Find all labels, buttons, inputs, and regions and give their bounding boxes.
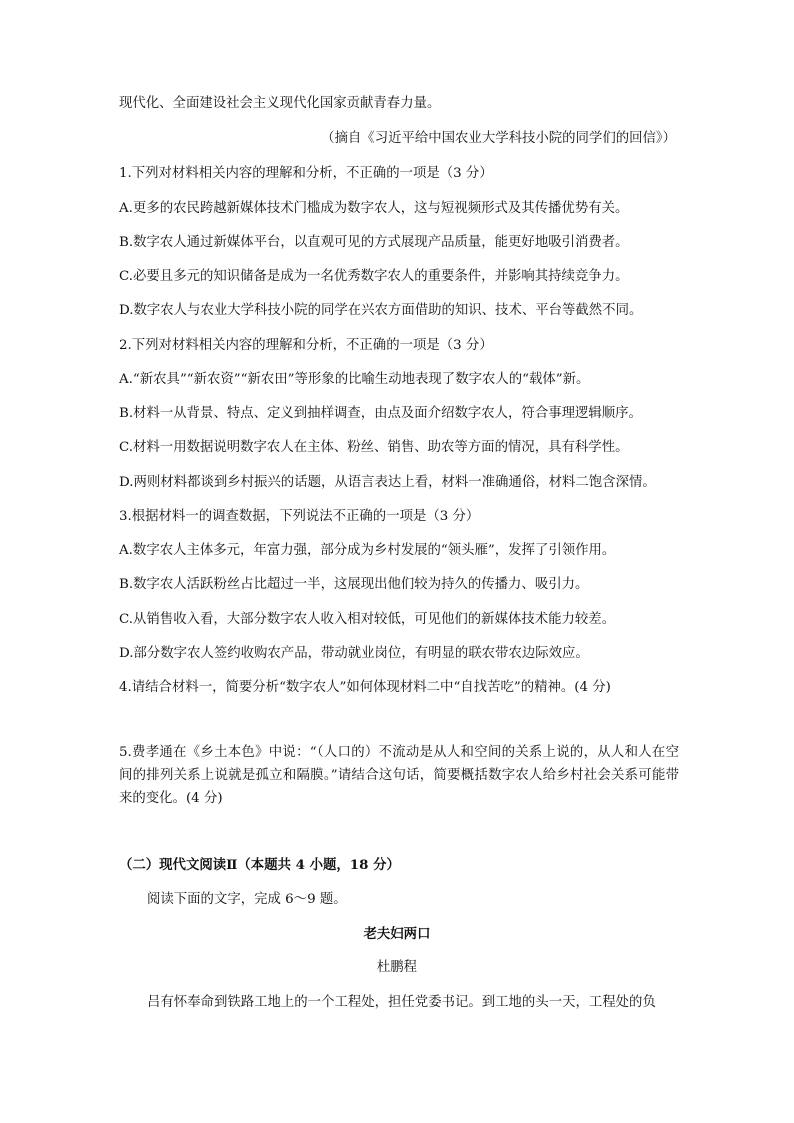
question-2: 2.下列对材料相关内容的理解和分析，不正确的一项是（3 分）: [119, 338, 493, 353]
option-3a: A.数字农人主体多元，年富力强，部分成为乡村发展的“领头雁”，发挥了引领作用。: [119, 543, 616, 558]
option-3d: D.部分数字农人签约收购农产品，带动就业岗位，有明显的联农带农边际效应。: [119, 646, 589, 661]
question-5: 5.费孝通在《乡土本色》中说：“（人口的）不流动是从人和空间的关系上说的，从人和人在空间的排列关系上说就是孤立和隔膜。”请结合这句话，简要概括数字农人给乡村社会关系可能带来的变化。(4 分): [119, 745, 679, 806]
source-citation: （摘自《习近平给中国农业大学科技小院的同学们的回信》）: [321, 131, 676, 146]
option-3c: C.从销售收入看，大部分数字农人收入相对较低，可见他们的新媒体技术能力较差。: [119, 612, 616, 627]
question-4: 4.请结合材料一，简要分析“数字农人”如何体现材料二中“自找苦吃”的精神。(4 分): [119, 680, 611, 695]
story-title: 老夫妇两口: [363, 926, 431, 942]
question-1: 1.下列对材料相关内容的理解和分析，不正确的一项是（3 分）: [119, 166, 493, 181]
option-1b: B.数字农人通过新媒体平台，以直观可见的方式展现产品质量，能更好地吸引消费者。: [119, 235, 629, 250]
section-heading: （二）现代文阅读Ⅱ（本题共 4 小题，18 分）: [119, 857, 400, 873]
option-2d: D.两则材料都谈到乡村振兴的话题，从语言表达上看，材料一准确通俗，材料二饱含深情。: [119, 475, 656, 490]
option-3b: B.数字农人活跃粉丝占比超过一半，这展现出他们较为持久的传播力、吸引力。: [119, 577, 589, 592]
text-line: 现代化、全面建设社会主义现代化国家贡献青春力量。: [119, 96, 441, 111]
reading-instruction: 阅读下面的文字，完成 6～9 题。: [147, 892, 347, 907]
story-author: 杜鹏程: [376, 960, 418, 975]
option-2a: A.“新农具”“新农资”“新农田”等形象的比喻生动地表现了数字农人的“载体”新。: [119, 372, 590, 387]
option-1a: A.更多的农民跨越新媒体技术门槛成为数字农人，这与短视频形式及其传播优势有关。: [119, 201, 629, 216]
question-3: 3.根据材料一的调查数据，下列说法不正确的一项是（3 分）: [119, 509, 480, 524]
story-body: 吕有怀奉命到铁路工地上的一个工程处，担任党委书记。到工地的头一天，工程处的负: [147, 995, 656, 1010]
option-1c: C.必要且多元的知识储备是成为一名优秀数字农人的重要条件，并影响其持续竞争力。: [119, 269, 629, 284]
option-2b: B.材料一从背景、特点、定义到抽样调查，由点及面介绍数字农人，符合事理逻辑顺序。: [119, 406, 642, 421]
option-2c: C.材料一用数据说明数字农人在主体、粉丝、销售、助农等方面的情况，具有科学性。: [119, 440, 629, 455]
option-1d: D.数字农人与农业大学科技小院的同学在兴农方面借助的知识、技术、平台等截然不同。: [119, 303, 643, 318]
